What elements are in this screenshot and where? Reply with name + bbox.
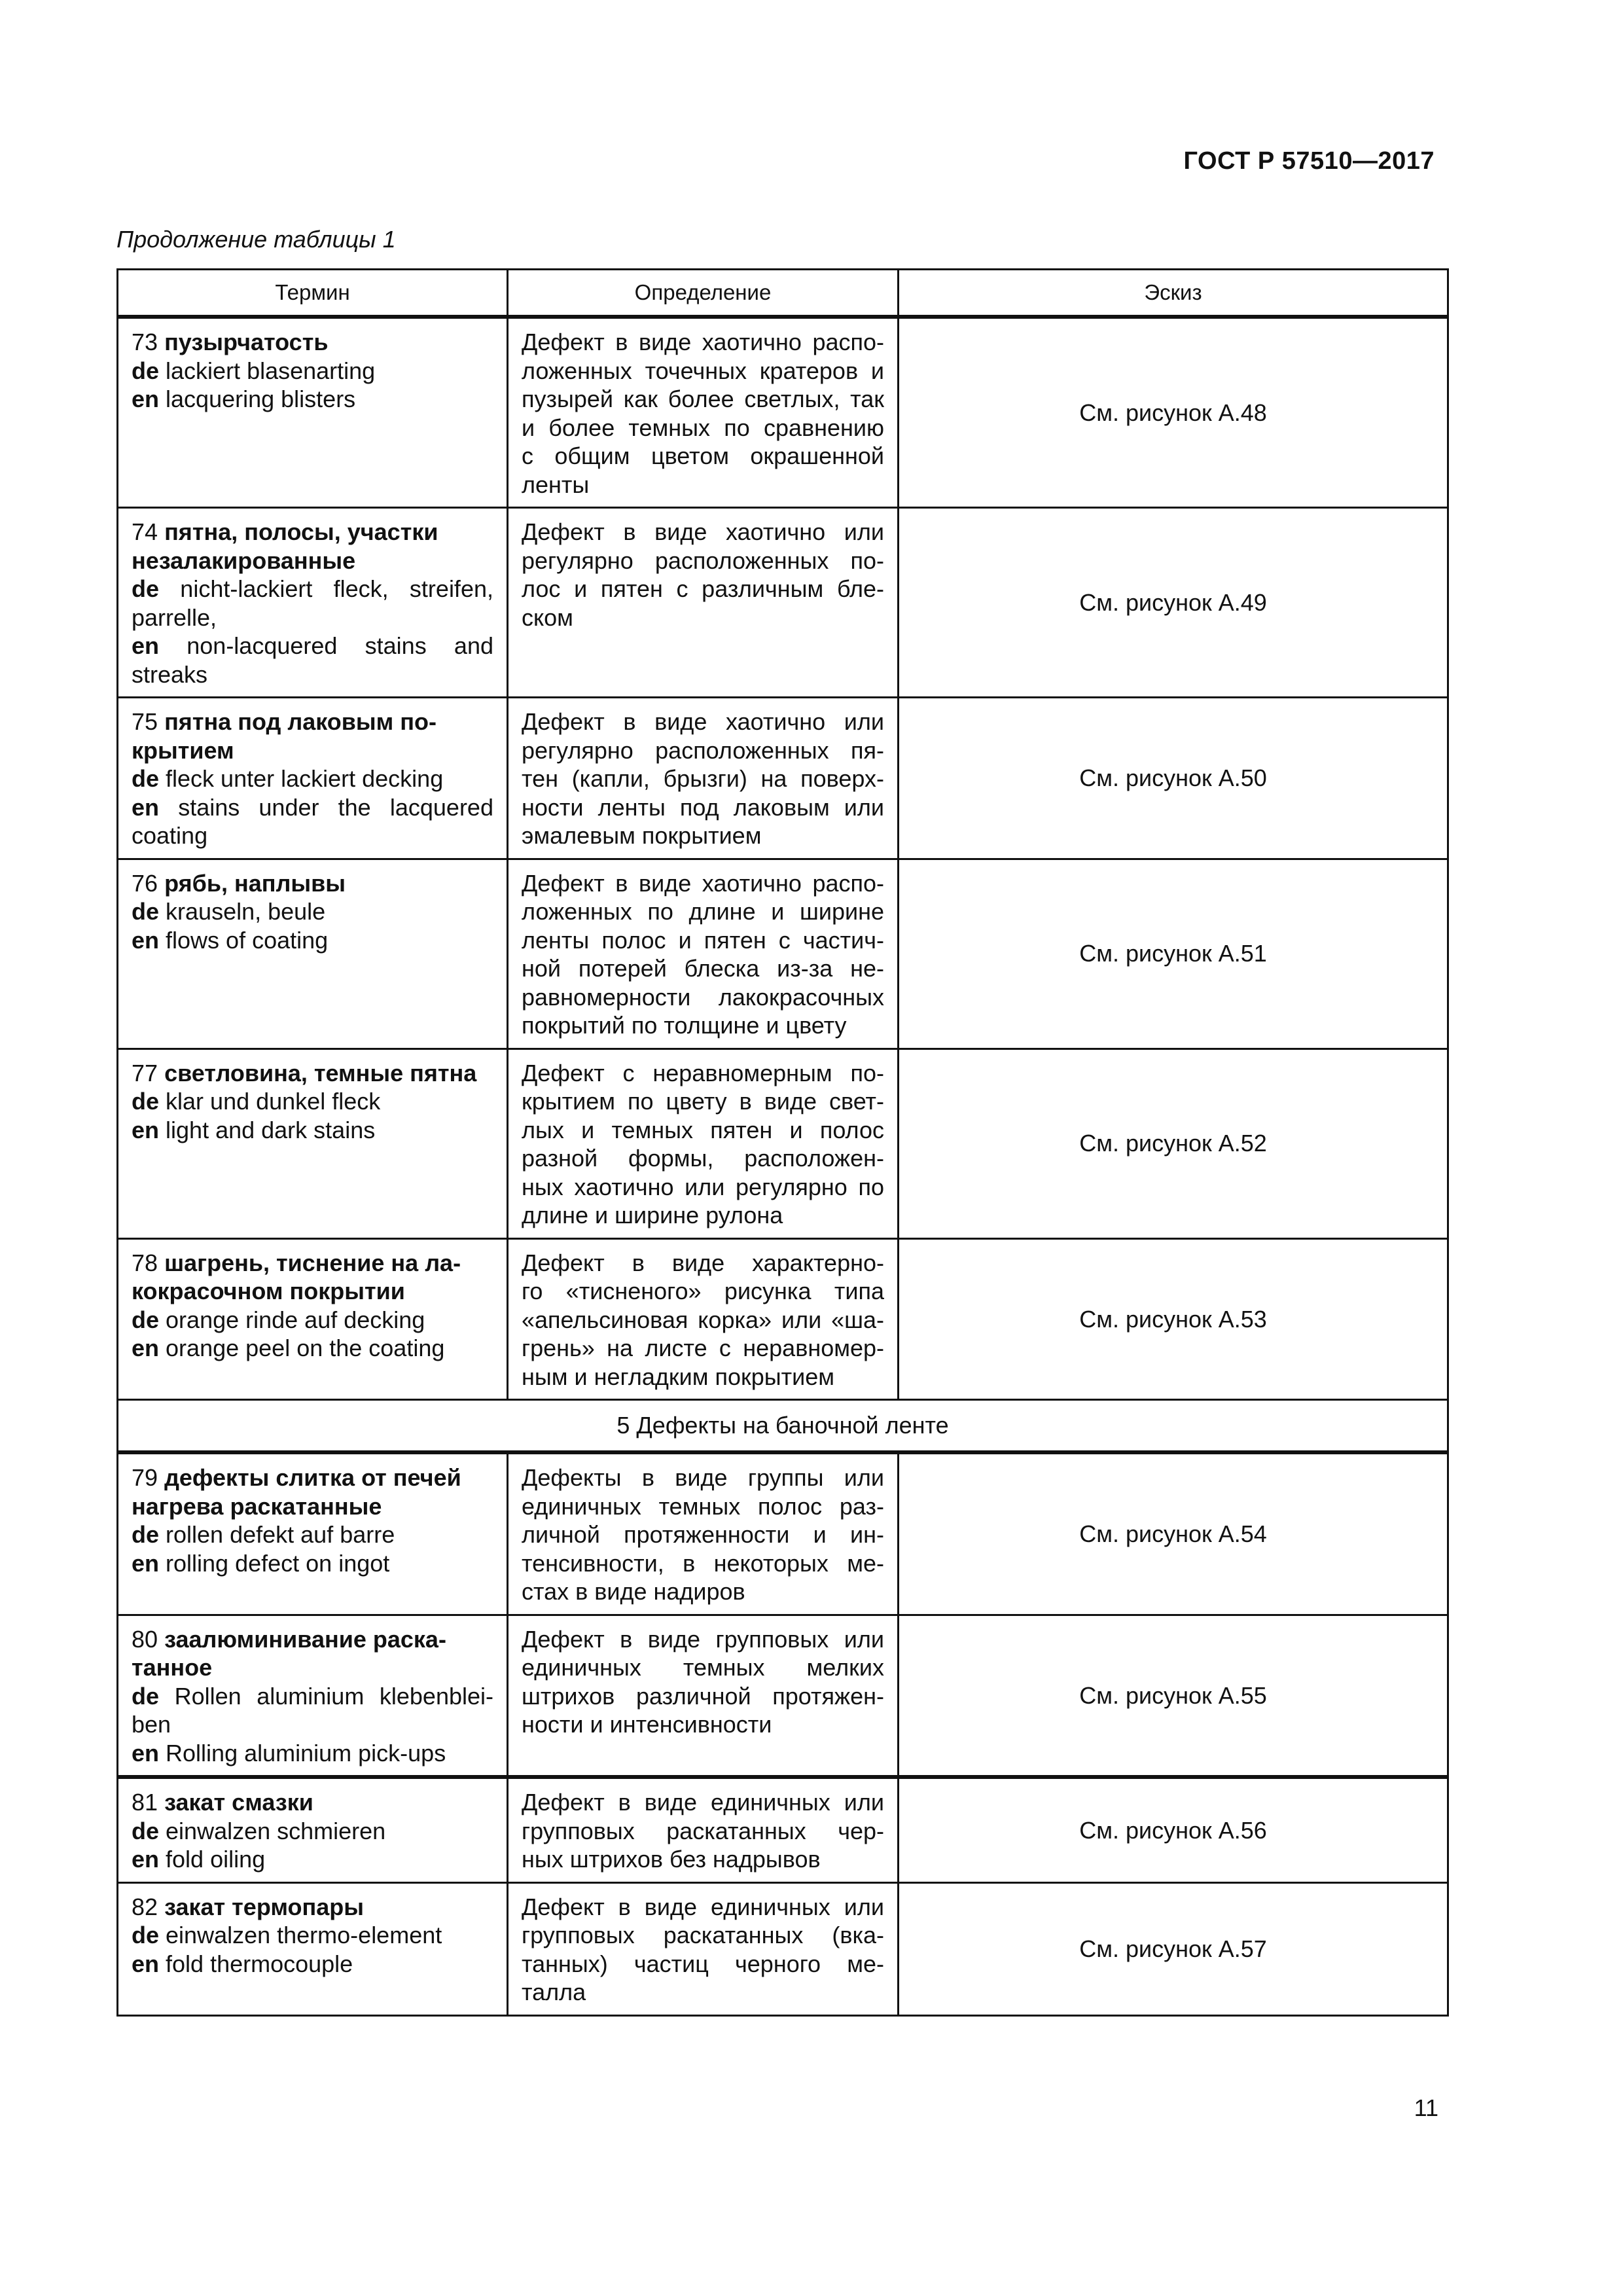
- term-english: Rolling aluminium pick-ups: [166, 1739, 446, 1767]
- sketch-reference: См. рисунок А.54: [899, 1452, 1448, 1615]
- term-german: fleck unter lackiert decking: [166, 765, 444, 792]
- lang-code-en: en: [132, 1846, 160, 1873]
- section-title: 5 Дефекты на баночной ленте: [118, 1400, 1448, 1453]
- table-row: [118, 1452, 1448, 1615]
- term-russian: танное: [132, 1654, 213, 1681]
- term-german: klar und dunkel fleck: [166, 1088, 381, 1115]
- term-number: 82: [132, 1893, 158, 1920]
- term-english-line: [132, 1116, 493, 1145]
- term-russian: закат смазки: [164, 1789, 313, 1816]
- definition-line: регулярно расположенных пя-: [522, 736, 884, 764]
- term-german-line: [132, 764, 493, 793]
- term-russian: светловина, темные пятна: [164, 1059, 477, 1086]
- definition-line: пузырей как более светлых, так: [522, 386, 884, 412]
- term-english-line: [132, 632, 493, 689]
- term-cell: [118, 1452, 508, 1615]
- definition-cell: [508, 1777, 899, 1882]
- term-russian: закат термопары: [164, 1893, 364, 1920]
- term-english-line: [132, 1334, 493, 1363]
- definition-line: Дефект в виде хаотично распо-: [522, 869, 884, 897]
- terms-table: [116, 268, 1449, 2017]
- table-row: [118, 1882, 1448, 2015]
- definition-cell: [508, 1452, 899, 1615]
- term-number: 73: [132, 329, 158, 355]
- table-row: [118, 859, 1448, 1049]
- term-german-line: [132, 1306, 493, 1335]
- term-english: fold oiling: [166, 1846, 266, 1873]
- term-english: lacquering blisters: [166, 386, 356, 412]
- table-header-row: [118, 270, 1448, 317]
- definition-line: Дефект с неравномерным по-: [522, 1059, 884, 1086]
- term-line: [132, 1653, 493, 1682]
- definition-line: Дефекты в виде группы или: [522, 1464, 884, 1491]
- term-number: 75: [132, 708, 158, 735]
- term-russian: пятна под лаковым по-: [164, 708, 437, 735]
- term-number: 77: [132, 1059, 158, 1086]
- definition-cell: [508, 1882, 899, 2015]
- term-number: 79: [132, 1464, 158, 1491]
- term-german-line: [132, 1520, 493, 1549]
- term-line: [132, 1625, 493, 1654]
- term-german: einwalzen thermo-element: [166, 1922, 442, 1948]
- definition-cell: [508, 698, 899, 859]
- term-cell: [118, 1238, 508, 1400]
- definition-cell: [508, 317, 899, 508]
- definition-line: эмалевым покрытием: [522, 822, 762, 849]
- definition-line: ленты полос и пятен с частич-: [522, 926, 884, 954]
- term-german: nicht-lackiert fleck, streifen, parrelle,: [132, 575, 493, 631]
- term-german: krauseln, beule: [166, 898, 326, 925]
- definition-line: ным и негладким покрытием: [522, 1363, 835, 1390]
- definition-line: Дефект в виде характерно-: [522, 1249, 884, 1276]
- term-english-line: [132, 1549, 493, 1578]
- definition-line: единичных темных мелких: [522, 1654, 884, 1681]
- lang-code-de: de: [132, 575, 160, 602]
- term-german-line: [132, 575, 493, 632]
- definition-line: Дефект в виде единичных или: [522, 1893, 884, 1920]
- lang-code-en: en: [132, 926, 160, 954]
- sketch-reference: См. рисунок А.48: [899, 317, 1448, 508]
- sketch-reference: См. рисунок А.49: [899, 508, 1448, 698]
- lang-code-en: en: [132, 632, 160, 659]
- term-line: [132, 518, 493, 547]
- term-russian: дефекты слитка от печей: [164, 1464, 461, 1491]
- term-english-line: [132, 926, 493, 955]
- term-russian: крытием: [132, 736, 234, 764]
- term-english: non-lacquered stains and streaks: [132, 632, 493, 688]
- definition-line: регулярно расположенных по-: [522, 547, 884, 574]
- sketch-reference: См. рисунок А.53: [899, 1238, 1448, 1400]
- definition-line: грень» на листе с неравномер-: [522, 1335, 884, 1361]
- term-english: orange peel on the coating: [166, 1335, 445, 1361]
- term-english: light and dark stains: [166, 1116, 376, 1143]
- definition-line: ленты: [522, 471, 590, 498]
- column-header-sketch: Эскиз: [899, 270, 1448, 317]
- term-cell: [118, 1049, 508, 1238]
- term-russian: шагрень, тиснение на ла-: [164, 1249, 461, 1276]
- lang-code-de: de: [132, 1088, 160, 1115]
- sketch-reference: См. рисунок А.51: [899, 859, 1448, 1049]
- lang-code-en: en: [132, 1116, 160, 1143]
- definition-line: групповых раскатанных (вка-: [522, 1922, 884, 1948]
- definition-line: ных штрихов без надрывов: [522, 1846, 821, 1873]
- definition-line: единичных темных полос раз-: [522, 1492, 884, 1520]
- term-cell: [118, 1882, 508, 2015]
- term-german: lackiert blasenarting: [166, 357, 376, 384]
- term-english-line: [132, 1739, 493, 1768]
- table-row: [118, 508, 1448, 698]
- definition-line: Дефект в виде хаотично или: [522, 708, 884, 735]
- definition-line: «апельсиновая корка» или «ша-: [522, 1306, 884, 1333]
- term-german-line: [132, 357, 493, 386]
- definition-line: ложенных точечных кратеров и: [522, 357, 884, 384]
- definition-line: личной протяженности и ин-: [522, 1521, 884, 1548]
- definition-line: ности ленты под лаковым или: [522, 793, 884, 821]
- term-german-line: [132, 897, 493, 926]
- lang-code-en: en: [132, 793, 160, 821]
- term-russian: незалакированные: [132, 547, 356, 574]
- term-cell: [118, 1777, 508, 1882]
- definition-line: равномерности лакокрасочных: [522, 983, 884, 1011]
- term-german: einwalzen schmieren: [166, 1817, 386, 1844]
- term-line: [132, 708, 493, 736]
- term-cell: [118, 1615, 508, 1777]
- lang-code-de: de: [132, 357, 160, 384]
- lang-code-de: de: [132, 1306, 160, 1333]
- term-english-line: [132, 1845, 493, 1874]
- definition-line: длине и ширине рулона: [522, 1202, 783, 1229]
- definition-cell: [508, 859, 899, 1049]
- definition-cell: [508, 1238, 899, 1400]
- lang-code-en: en: [132, 1739, 160, 1767]
- lang-code-en: en: [132, 1950, 160, 1977]
- column-header-term: Термин: [118, 270, 508, 317]
- sketch-reference: См. рисунок А.57: [899, 1882, 1448, 2015]
- definition-line: тенсивности, в некоторых ме-: [522, 1549, 884, 1577]
- page-number: 11: [1414, 2094, 1438, 2121]
- term-number: 78: [132, 1249, 158, 1276]
- definition-line: ных хаотично или регулярно по: [522, 1173, 884, 1200]
- definition-line: Дефект в виде единичных или: [522, 1789, 884, 1816]
- term-line: [132, 1463, 493, 1492]
- term-english: stains under the lacquered coating: [132, 793, 493, 849]
- term-cell: [118, 317, 508, 508]
- term-line: [132, 1059, 493, 1088]
- term-cell: [118, 859, 508, 1049]
- lang-code-de: de: [132, 898, 160, 925]
- term-number: 80: [132, 1625, 158, 1653]
- definition-line: покрытий по толщине и цвету: [522, 1012, 847, 1039]
- term-cell: [118, 698, 508, 859]
- section-row: [118, 1400, 1448, 1453]
- term-line: [132, 869, 493, 898]
- term-german: Rollen aluminium klebenblei- ben: [132, 1682, 493, 1738]
- term-english: flows of coating: [166, 926, 329, 954]
- term-german: orange rinde auf decking: [166, 1306, 425, 1333]
- definition-cell: [508, 1615, 899, 1777]
- definition-line: талла: [522, 1979, 586, 2005]
- term-english-line: [132, 385, 493, 414]
- term-line: [132, 1249, 493, 1278]
- lang-code-de: de: [132, 1817, 160, 1844]
- term-russian: пятна, полосы, участки: [164, 518, 438, 545]
- definition-line: стах в виде надиров: [522, 1578, 745, 1605]
- sketch-reference: См. рисунок А.52: [899, 1049, 1448, 1238]
- term-russian: кокрасочном покрытии: [132, 1278, 405, 1304]
- sketch-reference: См. рисунок А.55: [899, 1615, 1448, 1777]
- term-line: [132, 1788, 493, 1817]
- term-english-line: [132, 1950, 493, 1979]
- lang-code-de: de: [132, 1682, 160, 1710]
- definition-line: ложенных по длине и ширине: [522, 898, 884, 925]
- definition-line: штрихов различной протяжен-: [522, 1682, 884, 1710]
- lang-code-en: en: [132, 1549, 160, 1577]
- definition-line: ной потерей блеска из-за не-: [522, 955, 884, 982]
- table-row: [118, 1049, 1448, 1238]
- definition-line: Дефект в виде хаотично распо-: [522, 329, 884, 355]
- definition-line: групповых раскатанных чер-: [522, 1817, 884, 1844]
- term-english: rolling defect on ingot: [166, 1549, 390, 1577]
- term-russian: пузырчатость: [164, 329, 329, 355]
- term-english: fold thermocouple: [166, 1950, 353, 1977]
- definition-line: го «тисненого» рисунка типа: [522, 1278, 884, 1304]
- definition-line: лос и пятен с различным бле-: [522, 575, 884, 602]
- lang-code-de: de: [132, 1521, 160, 1548]
- term-german-line: [132, 1682, 493, 1739]
- definition-cell: [508, 1049, 899, 1238]
- table-row: [118, 1777, 1448, 1882]
- table-row: [118, 1238, 1448, 1400]
- definition-line: лых и темных пятен и полос: [522, 1116, 884, 1143]
- definition-line: ском: [522, 603, 573, 631]
- lang-code-en: en: [132, 386, 160, 412]
- table-row: [118, 317, 1448, 508]
- sketch-reference: См. рисунок А.56: [899, 1777, 1448, 1882]
- term-line: [132, 1277, 493, 1306]
- term-russian: заалюминивание раска-: [164, 1625, 446, 1653]
- term-number: 74: [132, 518, 158, 545]
- lang-code-de: de: [132, 1922, 160, 1948]
- definition-line: разной формы, расположен-: [522, 1145, 884, 1172]
- sketch-reference: См. рисунок А.50: [899, 698, 1448, 859]
- term-line: [132, 1492, 493, 1521]
- term-russian: рябь, наплывы: [164, 869, 346, 897]
- definition-cell: [508, 508, 899, 698]
- term-german: rollen defekt auf barre: [166, 1521, 395, 1548]
- term-german-line: [132, 1921, 493, 1950]
- term-line: [132, 736, 493, 765]
- term-english-line: [132, 793, 493, 850]
- terms-table-wrapper: [116, 268, 1447, 2017]
- term-number: 76: [132, 869, 158, 897]
- definition-line: крытием по цвету в виде свет-: [522, 1088, 884, 1115]
- term-german-line: [132, 1087, 493, 1116]
- definition-line: и более темных по сравнению: [522, 414, 884, 441]
- definition-line: Дефект в виде хаотично или: [522, 518, 884, 545]
- definition-line: тен (капли, брызги) на поверх-: [522, 765, 884, 792]
- definition-line: с общим цветом окрашенной: [522, 442, 884, 469]
- term-number: 81: [132, 1789, 158, 1816]
- term-german-line: [132, 1817, 493, 1846]
- table-caption: Продолжение таблицы 1: [116, 226, 396, 253]
- document-code: ГОСТ Р 57510—2017: [1183, 147, 1435, 175]
- table-row: [118, 1615, 1448, 1777]
- column-header-definition: Определение: [508, 270, 899, 317]
- term-line: [132, 328, 493, 357]
- definition-line: танных) частиц черного ме-: [522, 1950, 884, 1977]
- lang-code-en: en: [132, 1335, 160, 1361]
- definition-line: Дефект в виде групповых или: [522, 1625, 884, 1653]
- term-line: [132, 1893, 493, 1922]
- table-row: [118, 698, 1448, 859]
- term-cell: [118, 508, 508, 698]
- term-russian: нагрева раскатанные: [132, 1492, 382, 1520]
- term-line: [132, 547, 493, 575]
- definition-line: ности и интенсивности: [522, 1711, 772, 1738]
- lang-code-de: de: [132, 765, 160, 792]
